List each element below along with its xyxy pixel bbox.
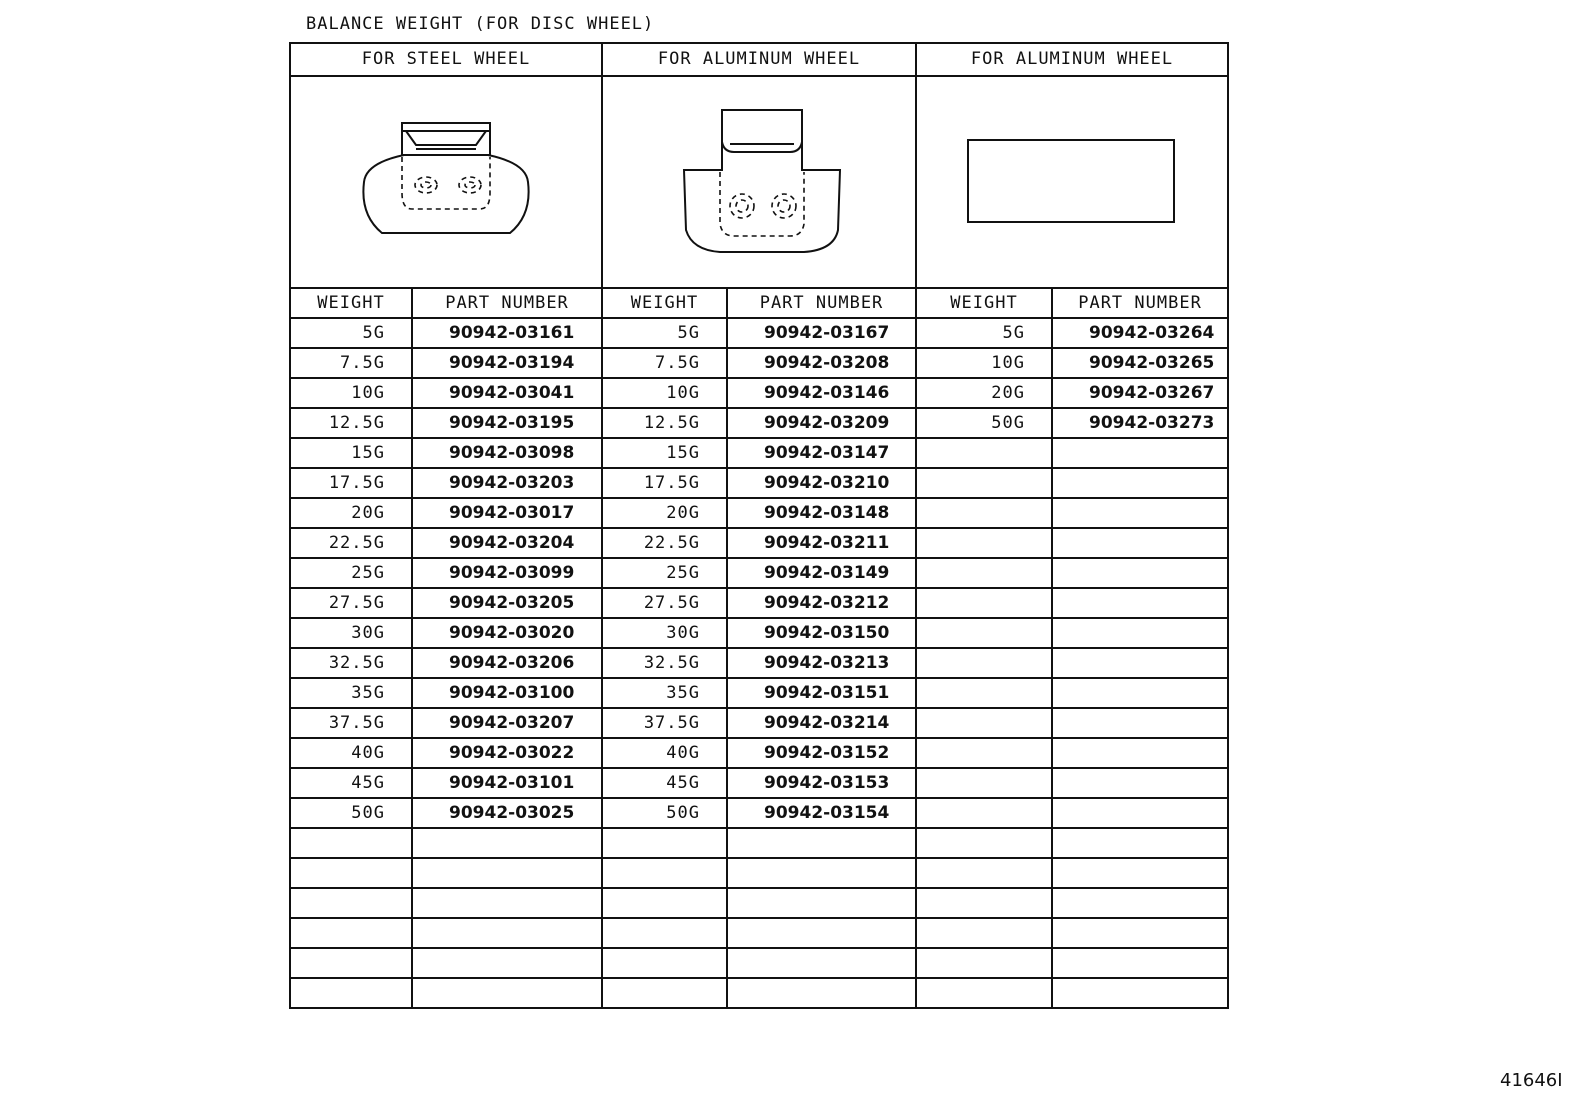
- weight-cell: 22.5G: [602, 528, 727, 558]
- part-number-cell: 90942-03098: [412, 438, 602, 468]
- part-number-cell: [412, 888, 602, 918]
- part-number-cell: [1052, 798, 1228, 828]
- weight-cell: [916, 618, 1052, 648]
- weight-cell: 12.5G: [602, 408, 727, 438]
- weight-cell: [916, 438, 1052, 468]
- part-number-cell: 90942-03194: [412, 348, 602, 378]
- section-heading-aluminum-wheel: FOR ALUMINUM WHEEL: [602, 43, 916, 76]
- part-number-cell: 90942-03203: [412, 468, 602, 498]
- part-number-cell: 90942-03152: [727, 738, 916, 768]
- part-number-cell: [412, 828, 602, 858]
- weight-cell: [602, 858, 727, 888]
- part-number-cell: 90942-03273: [1052, 408, 1228, 438]
- part-number-cell: [1052, 708, 1228, 738]
- table-row: [290, 978, 1228, 1008]
- weight-cell: 37.5G: [602, 708, 727, 738]
- weight-cell: [290, 918, 412, 948]
- weight-cell: 40G: [602, 738, 727, 768]
- part-number-cell: 90942-03151: [727, 678, 916, 708]
- weight-cell: 32.5G: [290, 648, 412, 678]
- part-number-cell: 90942-03167: [727, 318, 916, 348]
- part-number-cell: 90942-03161: [412, 318, 602, 348]
- part-number-cell: [727, 978, 916, 1008]
- part-number-column-header: PART NUMBER: [1052, 288, 1228, 318]
- weight-cell: 22.5G: [290, 528, 412, 558]
- table-row: [290, 378, 1228, 408]
- part-number-cell: 90942-03210: [727, 468, 916, 498]
- weight-cell: 20G: [602, 498, 727, 528]
- weight-cell: 40G: [290, 738, 412, 768]
- part-number-cell: [727, 828, 916, 858]
- table-row: [290, 738, 1228, 768]
- part-number-cell: [727, 918, 916, 948]
- table-row: [290, 348, 1228, 378]
- part-number-cell: [1052, 918, 1228, 948]
- part-number-cell: [1052, 858, 1228, 888]
- part-number-cell: 90942-03204: [412, 528, 602, 558]
- weight-cell: [916, 648, 1052, 678]
- weight-cell: 25G: [290, 558, 412, 588]
- weight-cell: 12.5G: [290, 408, 412, 438]
- part-number-column-header: PART NUMBER: [412, 288, 602, 318]
- weight-cell: 27.5G: [602, 588, 727, 618]
- part-number-cell: 90942-03100: [412, 678, 602, 708]
- weight-cell: [916, 708, 1052, 738]
- table-row: [290, 438, 1228, 468]
- weight-cell: [916, 828, 1052, 858]
- weight-cell: 30G: [290, 618, 412, 648]
- part-number-cell: [1052, 648, 1228, 678]
- weight-cell: 5G: [290, 318, 412, 348]
- part-number-cell: 90942-03195: [412, 408, 602, 438]
- part-number-cell: [412, 918, 602, 948]
- weight-cell: 25G: [602, 558, 727, 588]
- part-number-cell: 90942-03099: [412, 558, 602, 588]
- part-number-cell: 90942-03267: [1052, 378, 1228, 408]
- part-number-cell: [1052, 768, 1228, 798]
- table-row: [290, 618, 1228, 648]
- part-number-cell: [412, 978, 602, 1008]
- adhesive-weight-icon: [962, 132, 1182, 232]
- weight-cell: [916, 678, 1052, 708]
- table-row: [290, 678, 1228, 708]
- part-number-cell: 90942-03153: [727, 768, 916, 798]
- part-number-column-header: PART NUMBER: [727, 288, 916, 318]
- part-number-cell: 90942-03213: [727, 648, 916, 678]
- weight-cell: 45G: [602, 768, 727, 798]
- weight-cell: [916, 738, 1052, 768]
- weight-cell: [602, 828, 727, 858]
- part-number-cell: [727, 888, 916, 918]
- part-number-cell: 90942-03025: [412, 798, 602, 828]
- part-number-cell: 90942-03148: [727, 498, 916, 528]
- weight-cell: [916, 858, 1052, 888]
- part-number-cell: 90942-03146: [727, 378, 916, 408]
- part-number-cell: 90942-03212: [727, 588, 916, 618]
- part-number-cell: 90942-03205: [412, 588, 602, 618]
- weight-column-header: WEIGHT: [290, 288, 412, 318]
- weight-cell: [602, 918, 727, 948]
- part-number-cell: [1052, 588, 1228, 618]
- weight-cell: 20G: [290, 498, 412, 528]
- page-title: BALANCE WEIGHT (FOR DISC WHEEL): [306, 14, 655, 34]
- table-row: [290, 798, 1228, 828]
- weight-cell: 32.5G: [602, 648, 727, 678]
- table-row: [290, 588, 1228, 618]
- part-number-cell: [1052, 978, 1228, 1008]
- adhesive-weight-illustration: [916, 76, 1228, 288]
- weight-cell: 17.5G: [602, 468, 727, 498]
- weight-cell: [916, 918, 1052, 948]
- part-number-cell: 90942-03264: [1052, 318, 1228, 348]
- weight-cell: 10G: [602, 378, 727, 408]
- part-number-cell: [1052, 888, 1228, 918]
- table-row: [290, 558, 1228, 588]
- weight-cell: [916, 948, 1052, 978]
- part-number-cell: 90942-03149: [727, 558, 916, 588]
- weight-cell: [602, 948, 727, 978]
- weight-cell: [916, 888, 1052, 918]
- weight-cell: 5G: [916, 318, 1052, 348]
- weight-cell: 50G: [290, 798, 412, 828]
- weight-column-header: WEIGHT: [916, 288, 1052, 318]
- weight-cell: [916, 468, 1052, 498]
- weight-column-header: WEIGHT: [602, 288, 727, 318]
- weight-cell: [290, 978, 412, 1008]
- table-row: [290, 528, 1228, 558]
- table-row: [290, 708, 1228, 738]
- part-number-cell: [412, 858, 602, 888]
- weight-cell: 37.5G: [290, 708, 412, 738]
- weight-cell: [290, 948, 412, 978]
- table-row: [290, 648, 1228, 678]
- weight-cell: 27.5G: [290, 588, 412, 618]
- weight-cell: 15G: [602, 438, 727, 468]
- weight-cell: 35G: [290, 678, 412, 708]
- section-heading-aluminum-wheel-adhesive: FOR ALUMINUM WHEEL: [916, 43, 1228, 76]
- weight-cell: [602, 978, 727, 1008]
- part-number-cell: 90942-03211: [727, 528, 916, 558]
- part-number-cell: [1052, 528, 1228, 558]
- part-number-cell: [1052, 618, 1228, 648]
- weight-cell: 20G: [916, 378, 1052, 408]
- table-row: [290, 948, 1228, 978]
- aluminum-wheel-clip-weight-illustration: [602, 76, 916, 288]
- table-row: [290, 918, 1228, 948]
- figure-code: 41646I: [1500, 1070, 1563, 1091]
- steel-wheel-weight-icon: [346, 117, 546, 247]
- weight-cell: [916, 498, 1052, 528]
- weight-cell: [916, 528, 1052, 558]
- table-row: [290, 498, 1228, 528]
- part-number-cell: [727, 858, 916, 888]
- weight-cell: 45G: [290, 768, 412, 798]
- part-number-cell: 90942-03017: [412, 498, 602, 528]
- weight-cell: [916, 798, 1052, 828]
- part-number-cell: 90942-03154: [727, 798, 916, 828]
- weight-cell: 10G: [290, 378, 412, 408]
- table-row: [290, 408, 1228, 438]
- table-row: [290, 318, 1228, 348]
- weight-cell: 5G: [602, 318, 727, 348]
- part-number-cell: [1052, 438, 1228, 468]
- weight-cell: 50G: [916, 408, 1052, 438]
- weight-cell: 7.5G: [290, 348, 412, 378]
- part-number-cell: 90942-03206: [412, 648, 602, 678]
- part-number-cell: [1052, 678, 1228, 708]
- part-number-cell: 90942-03101: [412, 768, 602, 798]
- table-row: [290, 858, 1228, 888]
- balance-weight-table: [289, 42, 1229, 1009]
- part-number-cell: [1052, 558, 1228, 588]
- weight-cell: [290, 858, 412, 888]
- weight-cell: [290, 828, 412, 858]
- part-number-cell: [727, 948, 916, 978]
- table-row: [290, 768, 1228, 798]
- part-number-cell: 90942-03150: [727, 618, 916, 648]
- steel-wheel-weight-illustration: [290, 76, 602, 288]
- weight-cell: 30G: [602, 618, 727, 648]
- part-number-cell: [1052, 948, 1228, 978]
- part-number-cell: 90942-03041: [412, 378, 602, 408]
- weight-cell: 35G: [602, 678, 727, 708]
- weight-cell: [290, 888, 412, 918]
- weight-cell: [916, 768, 1052, 798]
- weight-cell: 17.5G: [290, 468, 412, 498]
- part-number-cell: [1052, 498, 1228, 528]
- weight-cell: [602, 888, 727, 918]
- part-number-cell: 90942-03265: [1052, 348, 1228, 378]
- part-number-cell: [1052, 468, 1228, 498]
- weight-cell: 7.5G: [602, 348, 727, 378]
- weight-cell: 50G: [602, 798, 727, 828]
- part-number-cell: 90942-03208: [727, 348, 916, 378]
- part-number-cell: [1052, 738, 1228, 768]
- weight-cell: [916, 558, 1052, 588]
- aluminum-wheel-clip-weight-icon: [664, 102, 854, 262]
- weight-cell: [916, 978, 1052, 1008]
- part-number-cell: 90942-03022: [412, 738, 602, 768]
- weight-cell: 15G: [290, 438, 412, 468]
- table-row: [290, 468, 1228, 498]
- weight-cell: [916, 588, 1052, 618]
- part-number-cell: 90942-03207: [412, 708, 602, 738]
- part-number-cell: 90942-03020: [412, 618, 602, 648]
- table-row: [290, 828, 1228, 858]
- part-number-cell: 90942-03209: [727, 408, 916, 438]
- weight-cell: 10G: [916, 348, 1052, 378]
- part-number-cell: 90942-03214: [727, 708, 916, 738]
- section-heading-steel-wheel: FOR STEEL WHEEL: [290, 43, 602, 76]
- part-number-cell: 90942-03147: [727, 438, 916, 468]
- part-number-cell: [412, 948, 602, 978]
- table-row: [290, 888, 1228, 918]
- part-number-cell: [1052, 828, 1228, 858]
